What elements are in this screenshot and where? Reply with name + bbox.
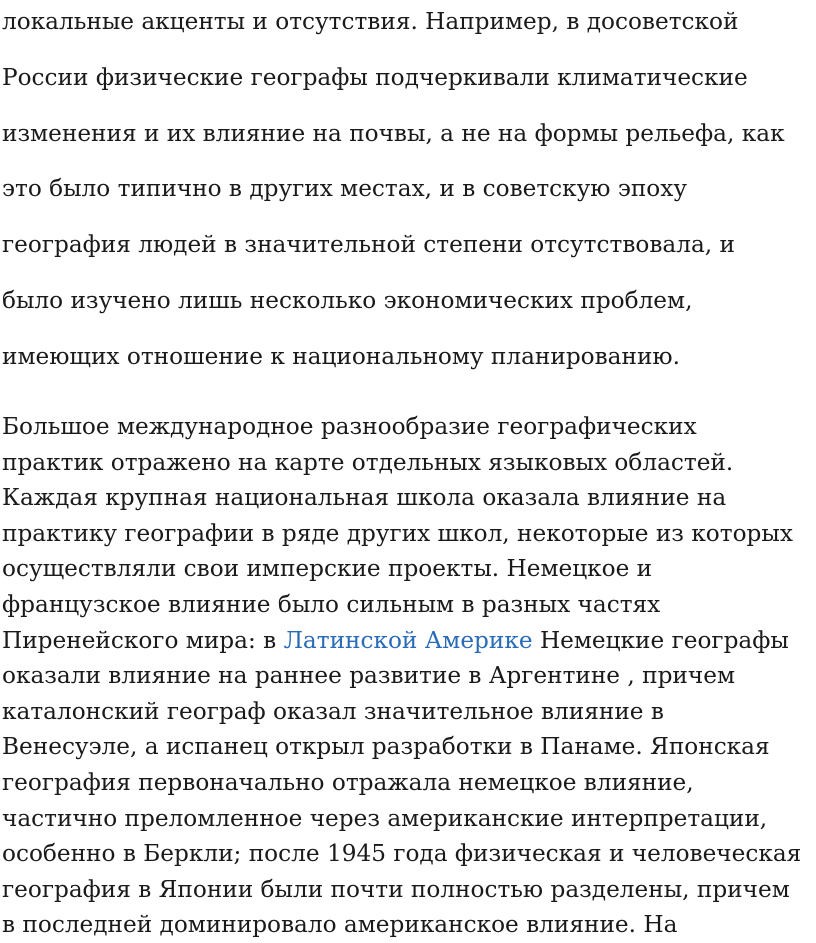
- text-line: французское влияние было сильным в разных частях: [2, 590, 661, 618]
- text-line: было изучено лишь несколько экономических проблем,: [2, 286, 693, 314]
- text-line: география людей в значительной степени отсутствовала, и: [2, 231, 735, 259]
- text-line-with-link: [2, 623, 801, 659]
- text-line: имеющих отношение к национальному планированию.: [2, 342, 680, 370]
- text-line: практик отражено на карте отдельных языковых областей.: [2, 448, 734, 476]
- text-line: каталонский географ оказал значительное влияние в: [2, 697, 664, 725]
- text-line: оказали влияние на раннее развитие в Аргентине , причем: [2, 662, 735, 690]
- text-line: локальные акценты и отсутствия. Например, в досоветской: [2, 8, 739, 35]
- link-line-prefix: Пиренейского мира: в: [2, 626, 284, 654]
- text-line: практику географии в ряде других школ, некоторые из которых: [2, 519, 793, 547]
- text-line: частично преломленное через американские интерпретации,: [2, 804, 768, 832]
- text-line: Каждая крупная национальная школа оказала влияние на: [2, 484, 727, 512]
- latin-america-link[interactable]: Латинской Америке: [283, 626, 533, 654]
- text-line: особенно в Беркли; после 1945 года физическая и человеческая: [2, 840, 802, 868]
- text-line: Венесуэле, а испанец открыл разработки в Панаме. Японская: [2, 733, 770, 761]
- text-line: Большое международное разнообразие географических: [2, 413, 697, 440]
- paragraph-2: [2, 409, 801, 943]
- text-line: география в Японии были почти полностью разделены, причем: [2, 875, 790, 903]
- text-line: это было типично в других местах, и в советскую эпоху: [2, 175, 687, 203]
- text-line: изменения и их влияние на почвы, а не на формы рельефа, как: [2, 119, 785, 147]
- text-line: осуществляли свои имперские проекты. Немецкое и: [2, 555, 653, 583]
- text-line: России физические географы подчеркивали климатические: [2, 63, 748, 91]
- link-line-suffix: Немецкие географы: [532, 626, 789, 654]
- paragraph-1: [2, 0, 785, 385]
- text-line: география первоначально отражала немецкое влияние,: [2, 768, 694, 796]
- text-line: в последней доминировало американское влияние. На: [2, 911, 678, 939]
